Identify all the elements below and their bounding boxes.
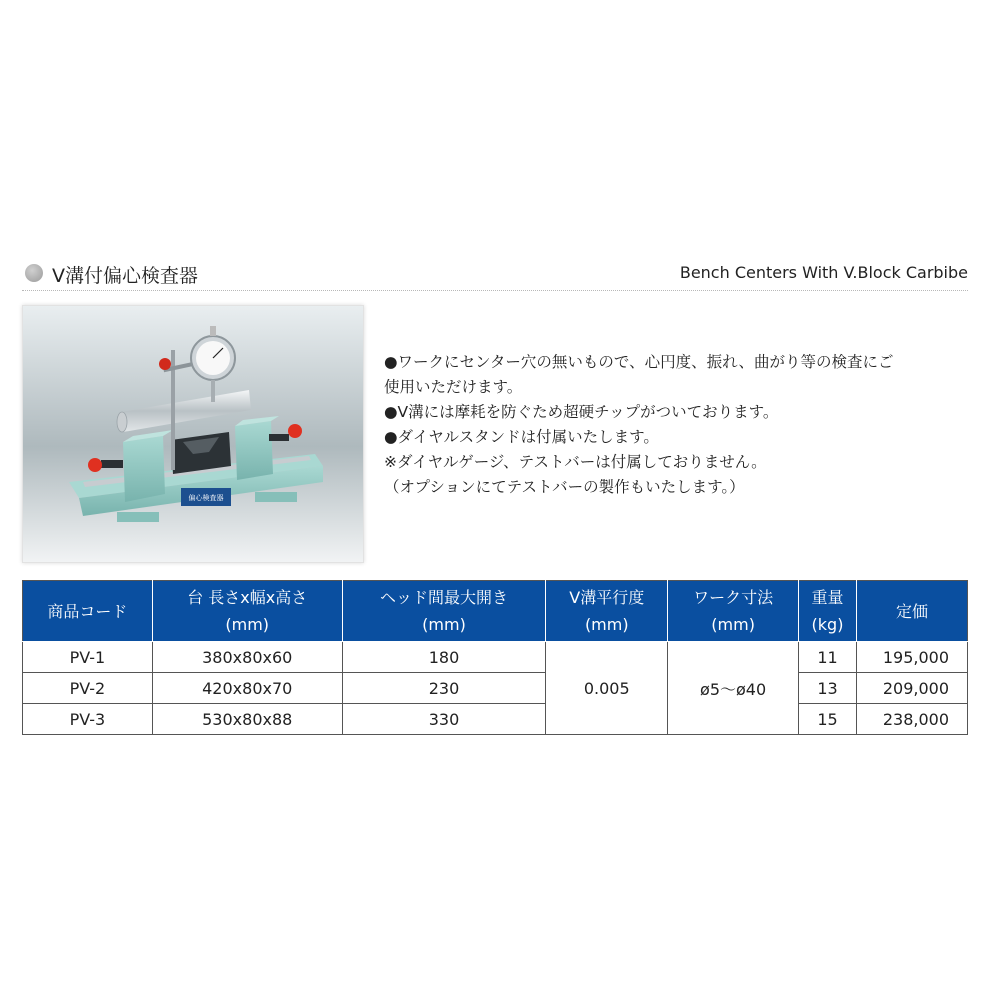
product-photo [22, 305, 364, 563]
cell-price: 195,000 [856, 642, 967, 673]
left-head [123, 436, 165, 502]
header-weight: 重量 (kg) [799, 581, 857, 642]
right-foot [255, 492, 297, 502]
cell-price: 209,000 [856, 673, 967, 704]
header-code: 商品コード [23, 581, 153, 642]
cell-weight: 15 [799, 704, 857, 735]
gray-bullet-icon [25, 264, 43, 282]
description [384, 350, 974, 500]
right-head [235, 421, 273, 480]
desc-line: 使用いただけます。 [384, 378, 523, 396]
bench-center-illustration [23, 306, 363, 562]
table-row [23, 673, 968, 704]
desc-line: ●ダイヤルスタンドは付属いたします。 [384, 428, 659, 446]
desc-line: ●ワークにセンター穴の無いもので、心円度、振れ、曲がり等の検査にご [384, 353, 894, 371]
header-work-size: ワーク寸法 (mm) [668, 581, 799, 642]
cell-opening: 180 [342, 642, 546, 673]
table-row [23, 704, 968, 735]
desc-line: ※ダイヤルゲージ、テストバーは付属しておりません。 [384, 453, 767, 471]
product-title-jp: V溝付偏心検査器 [52, 265, 198, 287]
cell-opening: 330 [342, 704, 546, 735]
header-price: 定価 [856, 581, 967, 642]
cell-size: 380x80x60 [152, 642, 342, 673]
desc-line: ●V溝には摩耗を防ぐため超硬チップがついております。 [384, 403, 779, 421]
cell-size: 420x80x70 [152, 673, 342, 704]
left-knob-icon [88, 458, 102, 472]
section-header [22, 258, 968, 291]
cell-code: PV-3 [23, 704, 153, 735]
header-parallelism: V溝平行度 (mm) [546, 581, 668, 642]
stand-knob-icon [159, 358, 171, 370]
cell-opening: 230 [342, 673, 546, 704]
cell-work-size: ø5～ø40 [668, 642, 799, 735]
header-size: 台 長さx幅x高さ (mm) [152, 581, 342, 642]
product-title-en: Bench Centers With V.Block Carbibe [679, 263, 968, 282]
desc-line: （オプションにてテストバーの製作もいたします。） [384, 478, 745, 496]
table-header-row [23, 581, 968, 642]
cell-code: PV-2 [23, 673, 153, 704]
table-row [23, 642, 968, 673]
spec-table [22, 580, 968, 735]
cell-weight: 11 [799, 642, 857, 673]
cell-price: 238,000 [856, 704, 967, 735]
name-plate-text: 偏心検査器 [188, 494, 224, 502]
cell-code: PV-1 [23, 642, 153, 673]
header-opening: ヘッド間最大開き (mm) [342, 581, 546, 642]
right-knob-icon [288, 424, 302, 438]
cell-parallelism: 0.005 [546, 642, 668, 735]
cell-weight: 13 [799, 673, 857, 704]
cell-size: 530x80x88 [152, 704, 342, 735]
left-foot [117, 512, 159, 522]
